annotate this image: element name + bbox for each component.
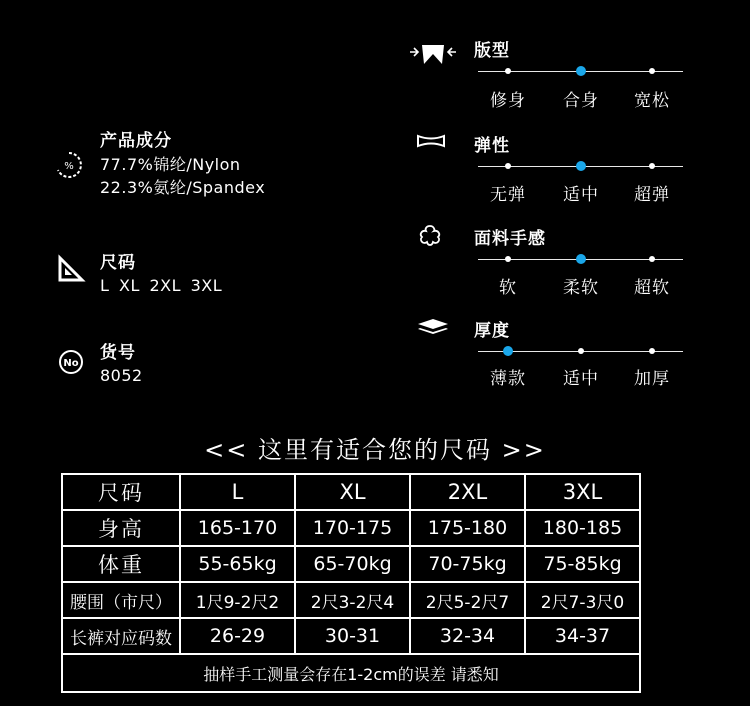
feel-option-1: 软 [499,278,517,298]
thickness-option-3: 加厚 [634,369,670,389]
thickness-dot-2 [578,348,584,354]
header-label-cell: 尺码 [62,474,180,510]
thickness-title: 厚度 [474,321,510,341]
cotton-icon [416,222,444,250]
row-label-cell: 体重 [62,546,180,582]
size-chart-table [61,473,641,693]
number-badge-icon [56,347,86,377]
measurement-note: 抽样手工测量会存在1-2cm的误差 请悉知 [62,654,640,692]
elasticity-track [478,166,683,167]
feel-option-3: 超软 [634,278,670,298]
thickness-option-2: 适中 [563,369,599,389]
row-label-cell: 身高 [62,510,180,546]
table-cell: 32-34 [410,618,525,654]
composition-title: 产品成分 [100,131,172,151]
feel-title: 面料手感 [474,229,546,249]
fit-dot-3 [649,68,655,74]
table-cell: 1尺9-2尺2 [180,582,295,618]
row-label-cell: 长裤对应码数 [62,618,180,654]
elasticity-option-1: 无弹 [490,185,526,205]
fit-option-2: 合身 [563,91,599,111]
feel-dot-1 [505,256,511,262]
table-cell: 175-180 [410,510,525,546]
elasticity-dot-1 [505,163,511,169]
elasticity-title: 弹性 [474,136,510,156]
table-cell: 2尺5-2尺7 [410,582,525,618]
composition-line-2: 22.3%氨纶/Spandex [100,178,266,197]
size-chart-heading: << 这里有适合您的尺码 >> [204,436,546,464]
fit-option-1: 修身 [490,91,526,111]
fit-waist-icon [408,42,458,70]
fit-track [478,71,683,72]
elasticity-option-3: 超弹 [634,185,670,205]
header-size-cell: 3XL [525,474,640,510]
fit-dot-2-selected [576,66,586,76]
feel-dot-3 [649,256,655,262]
layers-icon [416,316,450,338]
header-size-cell: 2XL [410,474,525,510]
ruler-triangle-icon [56,254,86,284]
svg-text:%: % [64,161,74,172]
table-row [62,582,640,618]
item-number-value: 8052 [100,366,143,385]
size-title: 尺码 [100,253,136,273]
elasticity-option-2: 适中 [563,185,599,205]
feel-option-2: 柔软 [563,278,599,298]
table-cell: 75-85kg [525,546,640,582]
elastic-band-icon [416,133,446,149]
table-note-row [62,654,640,692]
table-cell: 2尺7-3尺0 [525,582,640,618]
fit-dot-1 [505,68,511,74]
elasticity-dot-2-selected [576,161,586,171]
table-cell: 2尺3-2尺4 [295,582,410,618]
elasticity-dot-3 [649,163,655,169]
svg-text:No: No [63,358,79,369]
header-size-cell: L [180,474,295,510]
feel-dot-2-selected [576,254,586,264]
thickness-track [478,351,683,352]
feel-track [478,259,683,260]
table-cell: 65-70kg [295,546,410,582]
item-number-title: 货号 [100,343,136,363]
table-row [62,618,640,654]
table-cell: 26-29 [180,618,295,654]
table-cell: 70-75kg [410,546,525,582]
table-cell: 170-175 [295,510,410,546]
table-header-row [62,474,640,510]
table-cell: 55-65kg [180,546,295,582]
thickness-dot-3 [649,348,655,354]
table-cell: 30-31 [295,618,410,654]
table-cell: 180-185 [525,510,640,546]
header-size-cell: XL [295,474,410,510]
table-row [62,510,640,546]
table-cell: 34-37 [525,618,640,654]
fit-title: 版型 [474,41,510,61]
row-label-cell: 腰围（市尺） [62,582,180,618]
thickness-dot-1-selected [503,346,513,356]
thickness-option-1: 薄款 [490,369,526,389]
composition-line-1: 77.7%锦纶/Nylon [100,155,241,174]
table-cell: 165-170 [180,510,295,546]
percent-icon [54,150,84,180]
size-values: L XL 2XL 3XL [100,276,223,295]
fit-option-3: 宽松 [634,91,670,111]
table-row [62,546,640,582]
